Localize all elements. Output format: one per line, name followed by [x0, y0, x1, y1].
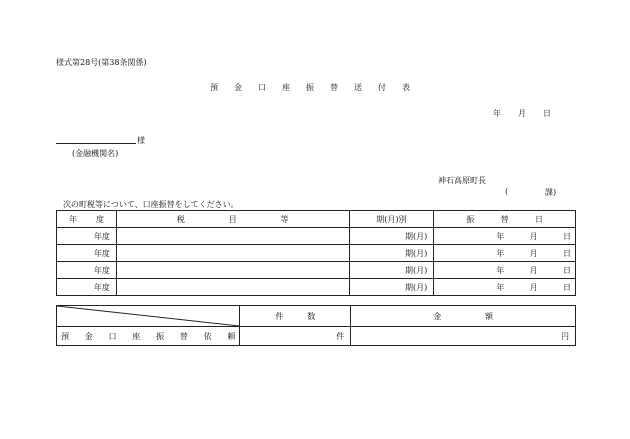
- addressee-note: (金融機関名): [72, 149, 119, 158]
- table-row: [57, 279, 576, 296]
- addressee-suffix: 様: [137, 136, 145, 145]
- header-year: [57, 211, 117, 228]
- addressee-line: [56, 143, 136, 144]
- row-tax: [116, 262, 349, 279]
- header-char: 数: [307, 311, 316, 321]
- amount-cell: 円: [351, 327, 576, 346]
- date-day: 日: [543, 109, 551, 118]
- row-date-part: 日: [562, 248, 571, 258]
- table-row: [57, 262, 576, 279]
- row-date-part: 月: [529, 282, 538, 292]
- summary-table: [56, 305, 576, 346]
- row-date: [434, 228, 576, 245]
- diagonal-line: [57, 306, 239, 326]
- title-char: 口: [258, 83, 266, 92]
- label-char: 預: [61, 331, 69, 341]
- header-char: 等: [280, 214, 289, 224]
- row-date-part: 日: [562, 282, 571, 292]
- header-char: 日: [534, 214, 543, 224]
- header-char: 振: [466, 214, 475, 224]
- label-char: 替: [179, 331, 188, 341]
- header-transfer: [434, 211, 576, 228]
- sender-name: 神石高原町長: [438, 176, 486, 185]
- row-date-part: 年: [496, 265, 505, 275]
- row-period: 期(月): [349, 245, 434, 262]
- summary-row: [57, 327, 576, 346]
- intro-text: 次の町税等について、口座振替をしてください。: [63, 200, 239, 209]
- row-date: [434, 262, 576, 279]
- row-tax: [116, 279, 349, 296]
- diagonal-cell: [57, 306, 240, 327]
- row-year: 年度: [57, 228, 117, 245]
- title-char: 付: [378, 83, 386, 92]
- table-row: [57, 228, 576, 245]
- row-year: 年度: [57, 262, 117, 279]
- row-date-part: 年: [496, 282, 505, 292]
- title-char: 表: [402, 83, 410, 92]
- header-char: 額: [485, 311, 493, 321]
- label-char: 座: [132, 331, 141, 341]
- row-date-part: 月: [529, 231, 538, 241]
- label-char: 頼: [227, 331, 236, 341]
- header-char: 目: [228, 214, 237, 224]
- date-year: 年: [493, 109, 501, 118]
- row-date: [434, 245, 576, 262]
- label-char: 金: [84, 331, 93, 341]
- date-month: 月: [518, 109, 526, 118]
- header-period: 期(月)別: [349, 211, 434, 228]
- header-amount: [351, 306, 576, 327]
- title-char: 座: [282, 83, 290, 92]
- label-char: 振: [156, 331, 165, 341]
- title-char: 替: [330, 83, 338, 92]
- row-date-part: 年: [496, 248, 505, 258]
- table-row: [57, 245, 576, 262]
- sender-dept-close: 課): [545, 188, 557, 197]
- title-char: 振: [306, 83, 314, 92]
- header-char: 税: [176, 214, 185, 224]
- header-char: 金: [433, 311, 442, 321]
- row-date-part: 日: [562, 231, 571, 241]
- label-char: 口: [108, 331, 117, 341]
- row-year: 年度: [57, 245, 117, 262]
- row-tax: [116, 228, 349, 245]
- header-char: 件: [275, 311, 284, 321]
- title-char: 預: [210, 83, 218, 92]
- tax-table: [56, 210, 576, 296]
- row-date-part: 月: [529, 248, 538, 258]
- summary-header: [57, 306, 576, 327]
- form-number: 様式第28号(第38条関係): [56, 58, 147, 67]
- row-tax: [116, 245, 349, 262]
- row-date-part: 年: [496, 231, 505, 241]
- row-period: 期(月): [349, 279, 434, 296]
- header-char: 度: [95, 214, 104, 224]
- header-char: 替: [500, 214, 509, 224]
- header-count: [240, 306, 351, 327]
- title-char: 金: [234, 83, 242, 92]
- row-date: [434, 279, 576, 296]
- label-char: 依: [203, 331, 212, 341]
- header-char: 年: [69, 214, 77, 224]
- header-tax: [116, 211, 349, 228]
- tax-table-header: [57, 211, 576, 228]
- row-period: 期(月): [349, 262, 434, 279]
- row-date-part: 日: [562, 265, 571, 275]
- row-year: 年度: [57, 279, 117, 296]
- count-cell: 件: [240, 327, 351, 346]
- row-period: 期(月): [349, 228, 434, 245]
- page-title: [210, 82, 410, 93]
- title-char: 送: [354, 83, 362, 92]
- date-line: [493, 108, 551, 119]
- sender-dept-open: (: [505, 187, 509, 196]
- row-label: [57, 327, 240, 346]
- row-date-part: 月: [529, 265, 538, 275]
